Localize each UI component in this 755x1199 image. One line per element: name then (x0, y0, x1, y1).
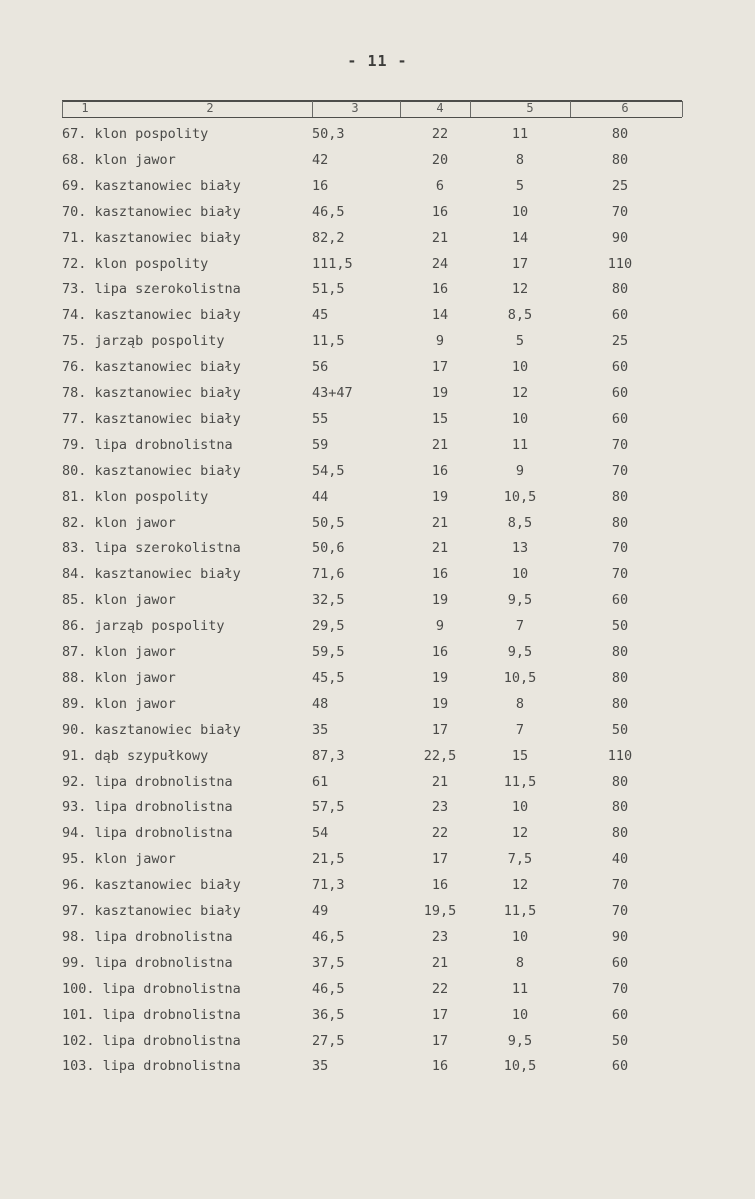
value-col3-cell: 49 (312, 903, 329, 919)
value-col5-cell: 8,5 (507, 514, 533, 531)
value-col6-cell: 60 (611, 1058, 629, 1075)
tree-name-cell: 86. jarząb pospolity (62, 618, 225, 635)
table-row (0, 486, 755, 508)
value-col5-cell: 10 (511, 1006, 529, 1023)
value-col3-cell: 82,2 (312, 229, 345, 246)
value-col5-cell: 8 (515, 151, 525, 168)
tree-name-cell: 93. lipa drobnolistna (62, 799, 233, 816)
tree-name-cell: 91. dąb szypułkowy (62, 747, 209, 764)
tree-name-cell: 76. kasztanowiec biały (62, 359, 241, 376)
value-col4-cell: 19 (431, 488, 449, 505)
value-col5-cell: 10 (511, 359, 529, 376)
table-row (0, 1030, 755, 1052)
value-col6-cell: 70 (611, 877, 629, 894)
tree-name-cell: 75. jarząb pospolity (62, 333, 225, 350)
value-col3-cell: 37,5 (312, 954, 345, 971)
value-col6-cell: 70 (611, 903, 629, 919)
value-col5-cell: 14 (511, 229, 529, 246)
table-row (0, 719, 755, 741)
value-col5-cell: 8 (515, 695, 525, 712)
value-col3-cell: 46,5 (312, 980, 345, 997)
header-divider (62, 101, 63, 117)
value-col3-cell: 35 (312, 721, 329, 738)
value-col3-cell: 45,5 (312, 669, 345, 686)
tree-name-cell: 84. kasztanowiec biały (62, 566, 241, 583)
value-col5-cell: 12 (511, 385, 529, 401)
column-header-1: 1 (81, 101, 89, 115)
table-row (0, 1004, 755, 1026)
table-row (0, 253, 755, 275)
value-col6-cell: 90 (611, 928, 629, 945)
value-col6-cell: 50 (611, 721, 629, 738)
table-row (0, 900, 755, 922)
value-col6-cell: 80 (611, 669, 629, 686)
column-header-2: 2 (206, 101, 214, 115)
value-col3-cell: 71,6 (312, 566, 345, 583)
value-col3-cell: 44 (312, 488, 329, 505)
table-row (0, 512, 755, 534)
value-col3-cell: 71,3 (312, 877, 345, 894)
value-col4-cell: 22 (431, 825, 449, 842)
value-col5-cell: 11 (511, 980, 529, 997)
table-row (0, 382, 755, 404)
value-col5-cell: 9,5 (507, 592, 533, 609)
value-col4-cell: 17 (431, 851, 449, 868)
value-col4-cell: 16 (431, 566, 449, 583)
value-col4-cell: 21 (431, 540, 449, 557)
table-row (0, 537, 755, 559)
value-col4-cell: 9 (435, 333, 445, 350)
value-col5-cell: 10 (511, 799, 529, 816)
value-col4-cell: 16 (431, 644, 449, 660)
value-col3-cell: 56 (312, 359, 329, 376)
value-col3-cell: 45 (312, 307, 329, 324)
tree-name-cell: 70. kasztanowiec biały (62, 203, 241, 220)
value-col6-cell: 80 (611, 514, 629, 531)
tree-name-cell: 83. lipa szerokolistna (62, 540, 241, 557)
table-row (0, 926, 755, 948)
table-row (0, 641, 755, 663)
tree-name-cell: 71. kasztanowiec biały (62, 229, 241, 246)
tree-name-cell: 103. lipa drobnolistna (62, 1058, 241, 1075)
value-col4-cell: 20 (431, 151, 449, 168)
table-row (0, 460, 755, 482)
tree-name-cell: 77. kasztanowiec biały (62, 410, 241, 427)
value-col5-cell: 9 (515, 462, 525, 479)
value-col5-cell: 17 (511, 255, 529, 272)
value-col4-cell: 24 (431, 255, 449, 272)
table-row (0, 745, 755, 767)
tree-name-cell: 78. kasztanowiec biały (62, 385, 241, 401)
value-col6-cell: 70 (611, 436, 629, 453)
value-col4-cell: 9 (435, 618, 445, 635)
value-col4-cell: 22 (431, 126, 449, 142)
value-col6-cell: 80 (611, 151, 629, 168)
value-col6-cell: 80 (611, 126, 629, 142)
table-row (0, 434, 755, 456)
value-col3-cell: 42 (312, 151, 329, 168)
value-col3-cell: 54,5 (312, 462, 345, 479)
value-col6-cell: 70 (611, 540, 629, 557)
value-col3-cell: 54 (312, 825, 329, 842)
tree-name-cell: 88. klon jawor (62, 669, 176, 686)
value-col4-cell: 22,5 (423, 747, 457, 764)
tree-name-cell: 95. klon jawor (62, 851, 176, 868)
value-col6-cell: 70 (611, 203, 629, 220)
table-row (0, 563, 755, 585)
tree-name-cell: 96. kasztanowiec biały (62, 877, 241, 894)
value-col5-cell: 7 (515, 618, 525, 635)
value-col4-cell: 23 (431, 928, 449, 945)
value-col5-cell: 9,5 (507, 644, 533, 660)
value-col4-cell: 16 (431, 203, 449, 220)
value-col3-cell: 32,5 (312, 592, 345, 609)
value-col6-cell: 40 (611, 851, 629, 868)
value-col5-cell: 11,5 (503, 773, 537, 790)
table-row (0, 822, 755, 844)
value-col5-cell: 9,5 (507, 1032, 533, 1049)
value-col3-cell: 111,5 (312, 255, 353, 272)
value-col4-cell: 22 (431, 980, 449, 997)
value-col4-cell: 17 (431, 359, 449, 376)
table-row (0, 771, 755, 793)
value-col5-cell: 8 (515, 954, 525, 971)
value-col6-cell: 50 (611, 1032, 629, 1049)
value-col3-cell: 50,5 (312, 514, 345, 531)
table-row (0, 1055, 755, 1077)
value-col3-cell: 61 (312, 773, 329, 790)
value-col4-cell: 23 (431, 799, 449, 816)
tree-name-cell: 85. klon jawor (62, 592, 176, 609)
value-col4-cell: 19,5 (423, 903, 457, 919)
table-row (0, 278, 755, 300)
value-col6-cell: 50 (611, 618, 629, 635)
value-col3-cell: 43+47 (312, 385, 353, 401)
value-col4-cell: 21 (431, 954, 449, 971)
value-col4-cell: 19 (431, 695, 449, 712)
value-col4-cell: 17 (431, 1006, 449, 1023)
tree-name-cell: 89. klon jawor (62, 695, 176, 712)
value-col6-cell: 80 (611, 644, 629, 660)
tree-name-cell: 73. lipa szerokolistna (62, 281, 241, 298)
header-divider (682, 101, 683, 117)
value-col6-cell: 70 (611, 566, 629, 583)
column-header-3: 3 (351, 101, 359, 115)
value-col6-cell: 80 (611, 825, 629, 842)
tree-name-cell: 79. lipa drobnolistna (62, 436, 233, 453)
header-divider (470, 101, 471, 117)
value-col5-cell: 12 (511, 281, 529, 298)
table-row (0, 123, 755, 145)
table-row (0, 227, 755, 249)
tree-name-cell: 72. klon pospolity (62, 255, 209, 272)
value-col6-cell: 80 (611, 695, 629, 712)
table-row (0, 201, 755, 223)
table-row (0, 796, 755, 818)
value-col5-cell: 7 (515, 721, 525, 738)
value-col5-cell: 12 (511, 877, 529, 894)
value-col6-cell: 110 (607, 255, 633, 272)
value-col3-cell: 51,5 (312, 281, 345, 298)
value-col6-cell: 80 (611, 773, 629, 790)
page-number: - 11 - (347, 52, 408, 70)
value-col4-cell: 19 (431, 592, 449, 609)
table-header-bottom-rule (62, 117, 682, 118)
table-row (0, 149, 755, 171)
value-col4-cell: 21 (431, 229, 449, 246)
value-col3-cell: 59,5 (312, 644, 345, 660)
value-col6-cell: 80 (611, 799, 629, 816)
tree-name-cell: 99. lipa drobnolistna (62, 954, 233, 971)
column-header-6: 6 (621, 101, 629, 115)
table-row (0, 589, 755, 611)
value-col6-cell: 110 (607, 747, 633, 764)
value-col4-cell: 16 (431, 1058, 449, 1075)
table-row (0, 175, 755, 197)
value-col4-cell: 21 (431, 514, 449, 531)
value-col6-cell: 60 (611, 1006, 629, 1023)
value-col5-cell: 10,5 (503, 669, 537, 686)
value-col5-cell: 5 (515, 333, 525, 350)
value-col3-cell: 50,6 (312, 540, 345, 557)
tree-name-cell: 102. lipa drobnolistna (62, 1032, 241, 1049)
value-col4-cell: 16 (431, 462, 449, 479)
table-row (0, 615, 755, 637)
value-col4-cell: 6 (435, 177, 445, 194)
table-row (0, 667, 755, 689)
header-divider (312, 101, 313, 117)
value-col3-cell: 29,5 (312, 618, 345, 635)
value-col6-cell: 60 (611, 592, 629, 609)
value-col5-cell: 13 (511, 540, 529, 557)
tree-name-cell: 100. lipa drobnolistna (62, 980, 241, 997)
tree-name-cell: 92. lipa drobnolistna (62, 773, 233, 790)
table-row (0, 408, 755, 430)
value-col6-cell: 70 (611, 462, 629, 479)
tree-name-cell: 87. klon jawor (62, 644, 176, 660)
value-col5-cell: 5 (515, 177, 525, 194)
tree-name-cell: 69. kasztanowiec biały (62, 177, 241, 194)
tree-name-cell: 74. kasztanowiec biały (62, 307, 241, 324)
value-col5-cell: 7,5 (507, 851, 533, 868)
value-col5-cell: 10,5 (503, 1058, 537, 1075)
table-row (0, 356, 755, 378)
value-col6-cell: 60 (611, 385, 629, 401)
value-col6-cell: 25 (611, 177, 629, 194)
tree-name-cell: 101. lipa drobnolistna (62, 1006, 241, 1023)
table-row (0, 330, 755, 352)
value-col6-cell: 60 (611, 410, 629, 427)
value-col6-cell: 60 (611, 307, 629, 324)
value-col4-cell: 21 (431, 436, 449, 453)
table-row (0, 952, 755, 974)
value-col4-cell: 19 (431, 385, 449, 401)
value-col6-cell: 80 (611, 281, 629, 298)
value-col3-cell: 50,3 (312, 126, 345, 142)
tree-name-cell: 68. klon jawor (62, 151, 176, 168)
value-col3-cell: 48 (312, 695, 329, 712)
value-col3-cell: 57,5 (312, 799, 345, 816)
header-divider (400, 101, 401, 117)
column-header-5: 5 (526, 101, 534, 115)
value-col4-cell: 16 (431, 877, 449, 894)
value-col3-cell: 55 (312, 410, 329, 427)
value-col3-cell: 21,5 (312, 851, 345, 868)
tree-name-cell: 90. kasztanowiec biały (62, 721, 241, 738)
tree-name-cell: 82. klon jawor (62, 514, 176, 531)
tree-name-cell: 81. klon pospolity (62, 488, 209, 505)
tree-name-cell: 80. kasztanowiec biały (62, 462, 241, 479)
header-divider (570, 101, 571, 117)
value-col5-cell: 10 (511, 566, 529, 583)
value-col6-cell: 90 (611, 229, 629, 246)
value-col3-cell: 46,5 (312, 203, 345, 220)
table-row (0, 848, 755, 870)
value-col4-cell: 19 (431, 669, 449, 686)
value-col4-cell: 17 (431, 1032, 449, 1049)
value-col3-cell: 59 (312, 436, 329, 453)
value-col3-cell: 16 (312, 177, 329, 194)
value-col5-cell: 11,5 (503, 903, 537, 919)
value-col6-cell: 25 (611, 333, 629, 350)
value-col4-cell: 15 (431, 410, 449, 427)
value-col5-cell: 11 (511, 436, 529, 453)
tree-name-cell: 67. klon pospolity (62, 126, 209, 142)
value-col6-cell: 60 (611, 359, 629, 376)
value-col5-cell: 10 (511, 928, 529, 945)
value-col4-cell: 17 (431, 721, 449, 738)
value-col3-cell: 46,5 (312, 928, 345, 945)
value-col4-cell: 14 (431, 307, 449, 324)
tree-name-cell: 97. kasztanowiec biały (62, 903, 241, 919)
table-row (0, 874, 755, 896)
value-col3-cell: 87,3 (312, 747, 345, 764)
value-col4-cell: 21 (431, 773, 449, 790)
value-col5-cell: 12 (511, 825, 529, 842)
table-row (0, 693, 755, 715)
value-col5-cell: 10 (511, 203, 529, 220)
value-col5-cell: 8,5 (507, 307, 533, 324)
value-col5-cell: 10 (511, 410, 529, 427)
value-col5-cell: 10,5 (503, 488, 537, 505)
value-col6-cell: 80 (611, 488, 629, 505)
table-row (0, 978, 755, 1000)
table-row (0, 304, 755, 326)
value-col6-cell: 70 (611, 980, 629, 997)
value-col3-cell: 35 (312, 1058, 329, 1075)
value-col6-cell: 60 (611, 954, 629, 971)
column-header-4: 4 (436, 101, 444, 115)
value-col5-cell: 15 (511, 747, 529, 764)
value-col4-cell: 16 (431, 281, 449, 298)
value-col3-cell: 36,5 (312, 1006, 345, 1023)
tree-name-cell: 98. lipa drobnolistna (62, 928, 233, 945)
value-col3-cell: 11,5 (312, 333, 345, 350)
value-col3-cell: 27,5 (312, 1032, 345, 1049)
tree-name-cell: 94. lipa drobnolistna (62, 825, 233, 842)
value-col5-cell: 11 (511, 126, 529, 142)
